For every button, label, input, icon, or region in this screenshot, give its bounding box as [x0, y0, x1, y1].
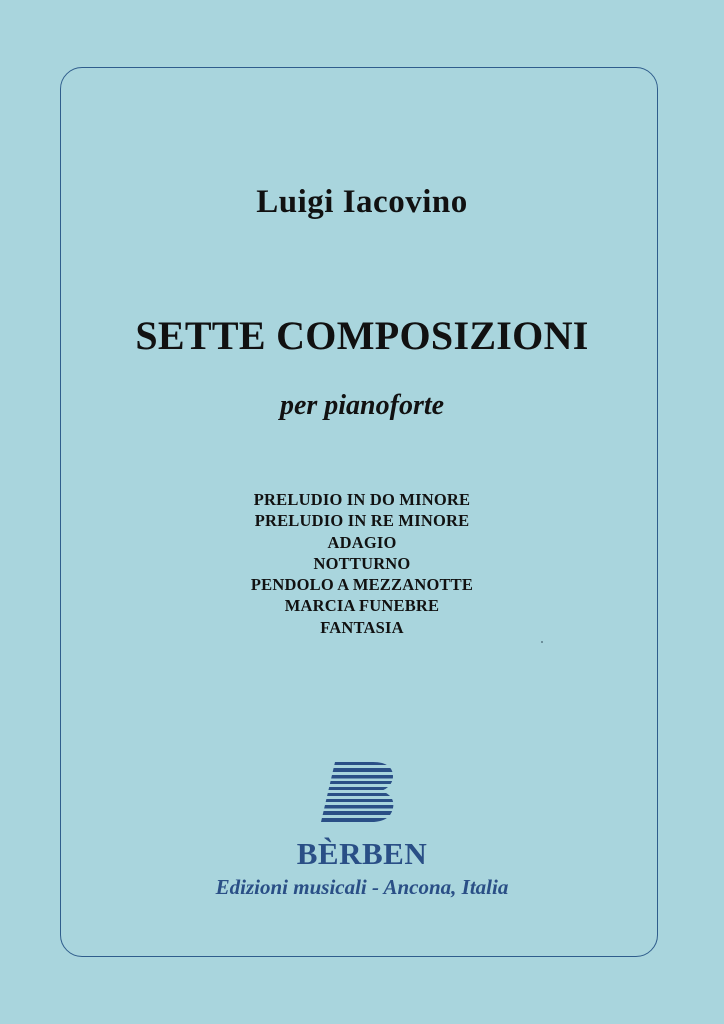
publisher-tagline: Edizioni musicali - Ancona, Italia: [215, 875, 509, 899]
work-title: SETTE COMPOSIZIONI: [135, 313, 589, 358]
paper-speck: [541, 641, 543, 643]
berben-b-logo-icon: [321, 760, 397, 824]
work-subtitle: per pianoforte: [279, 390, 445, 421]
piece-list: [0, 489, 724, 638]
composer-name: Luigi Iacovino: [256, 184, 468, 220]
list-item: FANTASIA: [320, 617, 404, 637]
list-item: MARCIA FUNEBRE: [284, 596, 440, 616]
list-item: PRELUDIO IN RE MINORE: [254, 511, 470, 531]
publisher-name: BÈRBEN: [296, 836, 428, 871]
list-item: PENDOLO A MEZZANOTTE: [250, 575, 474, 595]
list-item: NOTTURNO: [313, 553, 411, 573]
list-item: ADAGIO: [327, 532, 397, 552]
list-item: PRELUDIO IN DO MINORE: [253, 490, 471, 509]
